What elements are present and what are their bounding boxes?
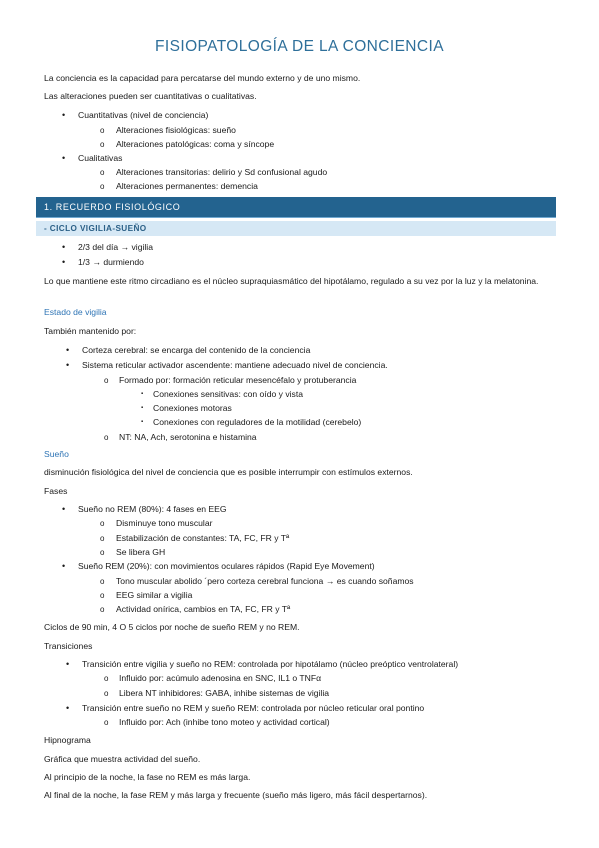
bullet-marker: • <box>66 360 70 370</box>
section-divider <box>36 217 556 218</box>
list-item: Cualitativas <box>78 153 123 163</box>
heading-fases: Fases <box>44 486 68 496</box>
list-item: Sistema reticular activador ascendente: mantiene adecuado nivel de conciencia. <box>82 360 388 370</box>
list-item: 2/3 del día → vigilia <box>78 242 153 252</box>
list-item: Sueño REM (20%): con movimientos oculares rápidos (Rapid Eye Movement) <box>78 561 375 571</box>
bullet-marker: • <box>62 257 66 267</box>
bullet-marker: • <box>62 110 66 120</box>
circle-marker: o <box>104 433 109 442</box>
circle-marker: o <box>104 674 109 683</box>
page-title: FISIOPATOLOGÍA DE LA CONCIENCIA <box>155 38 444 55</box>
list-item: Sueño no REM (80%): 4 fases en EEG <box>78 504 227 514</box>
square-marker: ▪ <box>141 391 144 397</box>
list-item: 1/3 → durmiendo <box>78 257 144 267</box>
circle-marker: o <box>100 605 105 614</box>
list-item: Alteraciones transitorias: delirio y Sd confusional agudo <box>116 167 328 177</box>
list-item: Conexiones sensitivas: con oído y vista <box>153 389 303 399</box>
paragraph: Al principio de la noche, la fase no REM es más larga. <box>44 772 251 782</box>
subsection-heading: - CICLO VIGILIA-SUEÑO <box>36 221 556 236</box>
list-item: EEG similar a vigilia <box>116 590 193 600</box>
list-item: Alteraciones fisiológicas: sueño <box>116 125 236 135</box>
circle-marker: o <box>104 689 109 698</box>
square-marker: ▪ <box>141 405 144 411</box>
heading-vigilia: Estado de vigilia <box>44 307 107 317</box>
list-item: Transición entre vigilia y sueño no REM: controlada por hipotálamo (núcleo preóptico ventrolateral) <box>82 659 459 669</box>
circle-marker: o <box>104 376 109 385</box>
paragraph: También mantenido por: <box>44 326 137 336</box>
list-item: Libera NT inhibidores: GABA, inhibe sistemas de vigilia <box>119 688 330 698</box>
bullet-marker: • <box>66 703 70 713</box>
list-item: Alteraciones patológicas: coma y síncope <box>116 139 275 149</box>
circle-marker: o <box>100 534 105 543</box>
list-item: Conexiones con reguladores de la motilidad (cerebelo) <box>153 417 362 427</box>
heading-transiciones: Transiciones <box>44 641 93 651</box>
bullet-marker: • <box>62 153 66 163</box>
list-item: Actividad onírica, cambios en TA, FC, FR y Tª <box>116 604 291 614</box>
list-item: Tono muscular abolido ´pero corteza cerebral funciona → es cuando soñamos <box>116 576 414 586</box>
circle-marker: o <box>100 577 105 586</box>
bullet-marker: • <box>62 504 66 514</box>
list-item: Se libera GH <box>116 547 166 557</box>
list-item: Formado por: formación reticular mesencéfalo y protuberancia <box>119 375 357 385</box>
heading-sueno: Sueño <box>44 449 69 459</box>
list-item: Cuantitativas (nivel de conciencia) <box>78 110 209 120</box>
circle-marker: o <box>100 168 105 177</box>
circle-marker: o <box>100 140 105 149</box>
paragraph: Al final de la noche, la fase REM y más larga y frecuente (sueño más ligero, más fácil despertarnos). <box>44 790 428 800</box>
paragraph: Lo que mantiene este ritmo circadiano es el núcleo supraquiasmático del hipotálamo, regulado a su vez por la luz y la melatonina. <box>44 276 539 286</box>
list-item: Corteza cerebral: se encarga del contenido de la conciencia <box>82 345 311 355</box>
bullet-marker: • <box>66 659 70 669</box>
paragraph: Gráfica que muestra actividad del sueño. <box>44 754 201 764</box>
circle-marker: o <box>100 519 105 528</box>
intro-line: Las alteraciones pueden ser cuantitativas o cualitativas. <box>44 91 257 101</box>
circle-marker: o <box>100 182 105 191</box>
circle-marker: o <box>104 718 109 727</box>
list-item: NT: NA, Ach, serotonina e histamina <box>119 432 257 442</box>
list-item: Influido por: Ach (inhibe tono moteo y actividad cortical) <box>119 717 330 727</box>
heading-hipnograma: Hipnograma <box>44 735 91 745</box>
circle-marker: o <box>100 591 105 600</box>
paragraph: Ciclos de 90 min, 4 O 5 ciclos por noche de sueño REM y no REM. <box>44 622 300 632</box>
circle-marker: o <box>100 126 105 135</box>
list-item: Conexiones motoras <box>153 403 232 413</box>
bullet-marker: • <box>62 242 66 252</box>
list-item: Disminuye tono muscular <box>116 518 213 528</box>
intro-line: La conciencia es la capacidad para percatarse del mundo externo y de uno mismo. <box>44 73 361 83</box>
circle-marker: o <box>100 548 105 557</box>
list-item: Transición entre sueño no REM y sueño REM: controlada por núcleo reticular oral pontino <box>82 703 425 713</box>
square-marker: ▪ <box>141 419 144 425</box>
bullet-marker: • <box>62 561 66 571</box>
paragraph: disminución fisiológica del nivel de conciencia que es posible interrumpir con estímulos externos. <box>44 467 413 477</box>
section-heading: 1. RECUERDO FISIOLÓGICO <box>36 197 556 217</box>
list-item: Influido por: acúmulo adenosina en SNC, IL1 o TNFα <box>119 673 322 683</box>
list-item: Alteraciones permanentes: demencia <box>116 181 258 191</box>
list-item: Estabilización de constantes: TA, FC, FR y Tª <box>116 533 290 543</box>
bullet-marker: • <box>66 345 70 355</box>
